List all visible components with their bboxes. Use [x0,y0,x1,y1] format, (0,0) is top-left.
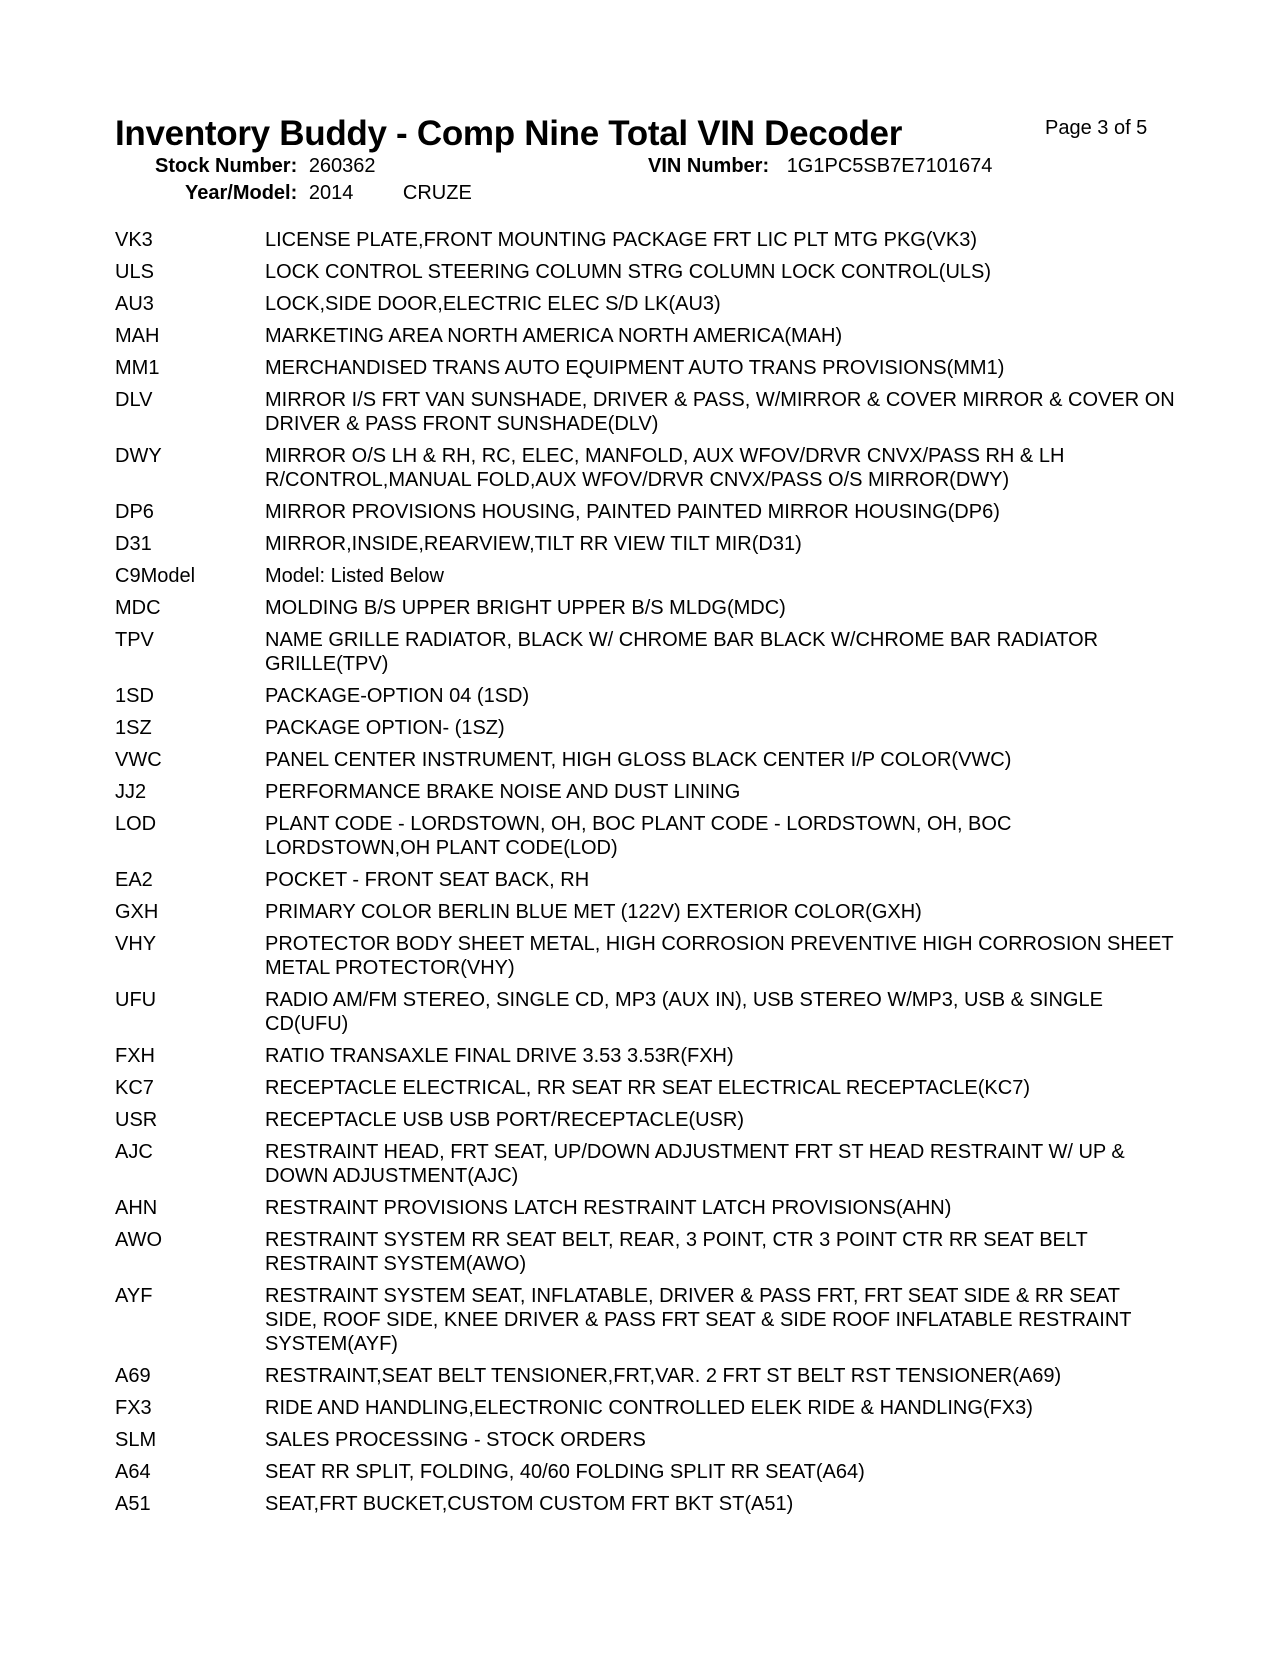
option-row [115,780,1175,804]
option-description: MOLDING B/S UPPER BRIGHT UPPER B/S MLDG(MDC) [265,597,786,619]
option-code: MDC [115,597,161,619]
option-code: JJ2 [115,781,147,803]
vin-number-field [648,155,992,178]
option-row [115,1284,1175,1356]
model-value: CRUZE [402,182,472,204]
year-model-field [185,182,472,205]
option-row [115,228,1175,252]
option-code: USR [115,1109,158,1131]
option-code: C9Model [115,565,196,587]
option-description: PROTECTOR BODY SHEET METAL, HIGH CORROSION PREVENTIVE HIGH CORROSION SHEET METAL PROTECTOR(VHY) [265,933,1174,979]
option-description: MIRROR O/S LH & RH, RC, ELEC, MANFOLD, AUX WFOV/DRVR CNVX/PASS RH & LH R/CONTROL,MANUAL FOLD,AUX WFOV/DRVR CNVX/PASS O/S MIRROR(DWY) [265,445,1065,491]
stock-number-value: 260362 [308,155,376,177]
option-code: AJC [115,1141,153,1163]
option-code: DLV [115,389,153,411]
option-description: RESTRAINT PROVISIONS LATCH RESTRAINT LATCH PROVISIONS(AHN) [265,1197,952,1219]
option-code: UFU [115,989,157,1011]
option-code: KC7 [115,1077,154,1099]
option-code: 1SD [115,685,154,707]
option-row [115,684,1175,708]
option-row [115,932,1175,980]
option-description: RESTRAINT SYSTEM SEAT, INFLATABLE, DRIVER & PASS FRT, FRT SEAT SIDE & RR SEAT SIDE, ROOF SIDE, KNEE DRIVER & PASS FRT SEAT & SIDE ROOF INFLATABLE RESTRAINT SYSTEM(AYF) [265,1285,1132,1355]
option-code: AYF [115,1285,153,1307]
option-description: SALES PROCESSING - STOCK ORDERS [265,1429,646,1451]
option-code: VHY [115,933,157,955]
option-code: FXH [115,1045,155,1067]
option-row [115,1108,1175,1132]
option-description: RECEPTACLE ELECTRICAL, RR SEAT RR SEAT ELECTRICAL RECEPTACLE(KC7) [265,1077,1030,1099]
option-description: NAME GRILLE RADIATOR, BLACK W/ CHROME BAR BLACK W/CHROME BAR RADIATOR GRILLE(TPV) [265,629,1099,675]
option-row [115,1364,1175,1388]
option-row [115,628,1175,676]
option-code: ULS [115,261,154,283]
option-code: A69 [115,1365,151,1387]
option-code: FX3 [115,1397,152,1419]
option-description: RIDE AND HANDLING,ELECTRONIC CONTROLLED ELEK RIDE & HANDLING(FX3) [265,1397,1033,1419]
option-description: RATIO TRANSAXLE FINAL DRIVE 3.53 3.53R(FXH) [265,1045,734,1067]
option-code: 1SZ [115,717,152,739]
option-row [115,388,1175,436]
option-code: MM1 [115,357,160,379]
option-row [115,812,1175,860]
option-code: GXH [115,901,159,923]
option-description: PANEL CENTER INSTRUMENT, HIGH GLOSS BLACK CENTER I/P COLOR(VWC) [265,749,1012,771]
option-code-list [115,228,1175,1524]
option-description: MIRROR,INSIDE,REARVIEW,TILT RR VIEW TILT MIR(D31) [265,533,802,555]
option-row [115,500,1175,524]
option-code: VWC [115,749,162,771]
option-description: RECEPTACLE USB USB PORT/RECEPTACLE(USR) [265,1109,744,1131]
document-title: Inventory Buddy - Comp Nine Total VIN Decoder [115,114,903,153]
option-description: POCKET - FRONT SEAT BACK, RH [265,869,590,891]
option-description: RESTRAINT SYSTEM RR SEAT BELT, REAR, 3 POINT, CTR 3 POINT CTR RR SEAT BELT RESTRAINT SYSTEM(AWO) [265,1229,1088,1275]
option-description: MARKETING AREA NORTH AMERICA NORTH AMERICA(MAH) [265,325,843,347]
option-row [115,292,1175,316]
option-description: PACKAGE OPTION- (1SZ) [265,717,505,739]
option-row [115,1492,1175,1516]
option-code: A64 [115,1461,151,1483]
option-code: TPV [115,629,154,651]
option-row [115,532,1175,556]
option-description: LOCK CONTROL STEERING COLUMN STRG COLUMN LOCK CONTROL(ULS) [265,261,992,283]
option-description: LICENSE PLATE,FRONT MOUNTING PACKAGE FRT LIC PLT MTG PKG(VK3) [265,229,977,251]
page-number: Page 3 of 5 [1045,117,1148,139]
option-description: PACKAGE-OPTION 04 (1SD) [265,685,530,707]
option-description: PERFORMANCE BRAKE NOISE AND DUST LINING [265,781,741,803]
option-row [115,1396,1175,1420]
option-code: AHN [115,1197,158,1219]
option-row [115,716,1175,740]
option-row [115,260,1175,284]
stock-number-label: Stock Number: [155,155,298,177]
option-row [115,324,1175,348]
option-description: MERCHANDISED TRANS AUTO EQUIPMENT AUTO TRANS PROVISIONS(MM1) [265,357,1005,379]
option-description: PLANT CODE - LORDSTOWN, OH, BOC PLANT CODE - LORDSTOWN, OH, BOC LORDSTOWN,OH PLANT CODE(LOD) [265,813,1012,859]
option-row [115,1044,1175,1068]
option-code: EA2 [115,869,153,891]
option-description: Model: Listed Below [265,565,444,587]
option-row [115,900,1175,924]
option-description: SEAT,FRT BUCKET,CUSTOM CUSTOM FRT BKT ST(A51) [265,1493,794,1515]
option-code: DP6 [115,501,154,523]
option-row [115,1076,1175,1100]
year-model-label: Year/Model: [185,182,298,204]
option-description: PRIMARY COLOR BERLIN BLUE MET (122V) EXTERIOR COLOR(GXH) [265,901,922,923]
option-row [115,748,1175,772]
option-row [115,988,1175,1036]
option-code: A51 [115,1493,151,1515]
option-description: MIRROR I/S FRT VAN SUNSHADE, DRIVER & PASS, W/MIRROR & COVER MIRROR & COVER ON DRIVER & PASS FRONT SUNSHADE(DLV) [265,389,1175,435]
option-code: DWY [115,445,162,467]
option-description: RADIO AM/FM STEREO, SINGLE CD, MP3 (AUX IN), USB STEREO W/MP3, USB & SINGLE CD(UFU) [265,989,1103,1035]
option-code: AU3 [115,293,154,315]
option-row [115,1460,1175,1484]
year-value: 2014 [308,182,354,204]
option-description: MIRROR PROVISIONS HOUSING, PAINTED PAINTED MIRROR HOUSING(DP6) [265,501,1000,523]
option-description: SEAT RR SPLIT, FOLDING, 40/60 FOLDING SPLIT RR SEAT(A64) [265,1461,865,1483]
vin-number-label: VIN Number: [648,155,770,177]
vin-number-value: 1G1PC5SB7E7101674 [786,155,993,177]
option-row [115,1140,1175,1188]
option-description: RESTRAINT,SEAT BELT TENSIONER,FRT,VAR. 2 FRT ST BELT RST TENSIONER(A69) [265,1365,1062,1387]
option-row [115,356,1175,380]
option-row [115,596,1175,620]
option-row [115,1428,1175,1452]
option-row [115,1228,1175,1276]
option-code: LOD [115,813,157,835]
option-description: LOCK,SIDE DOOR,ELECTRIC ELEC S/D LK(AU3) [265,293,721,315]
option-code: D31 [115,533,152,555]
option-code: VK3 [115,229,153,251]
option-code: MAH [115,325,160,347]
option-row [115,1196,1175,1220]
option-code: SLM [115,1429,157,1451]
option-row [115,868,1175,892]
option-row [115,444,1175,492]
option-code: AWO [115,1229,163,1251]
option-description: RESTRAINT HEAD, FRT SEAT, UP/DOWN ADJUSTMENT FRT ST HEAD RESTRAINT W/ UP & DOWN ADJUSTMENT(AJC) [265,1141,1125,1187]
option-row [115,564,1175,588]
stock-number-field [155,155,376,178]
